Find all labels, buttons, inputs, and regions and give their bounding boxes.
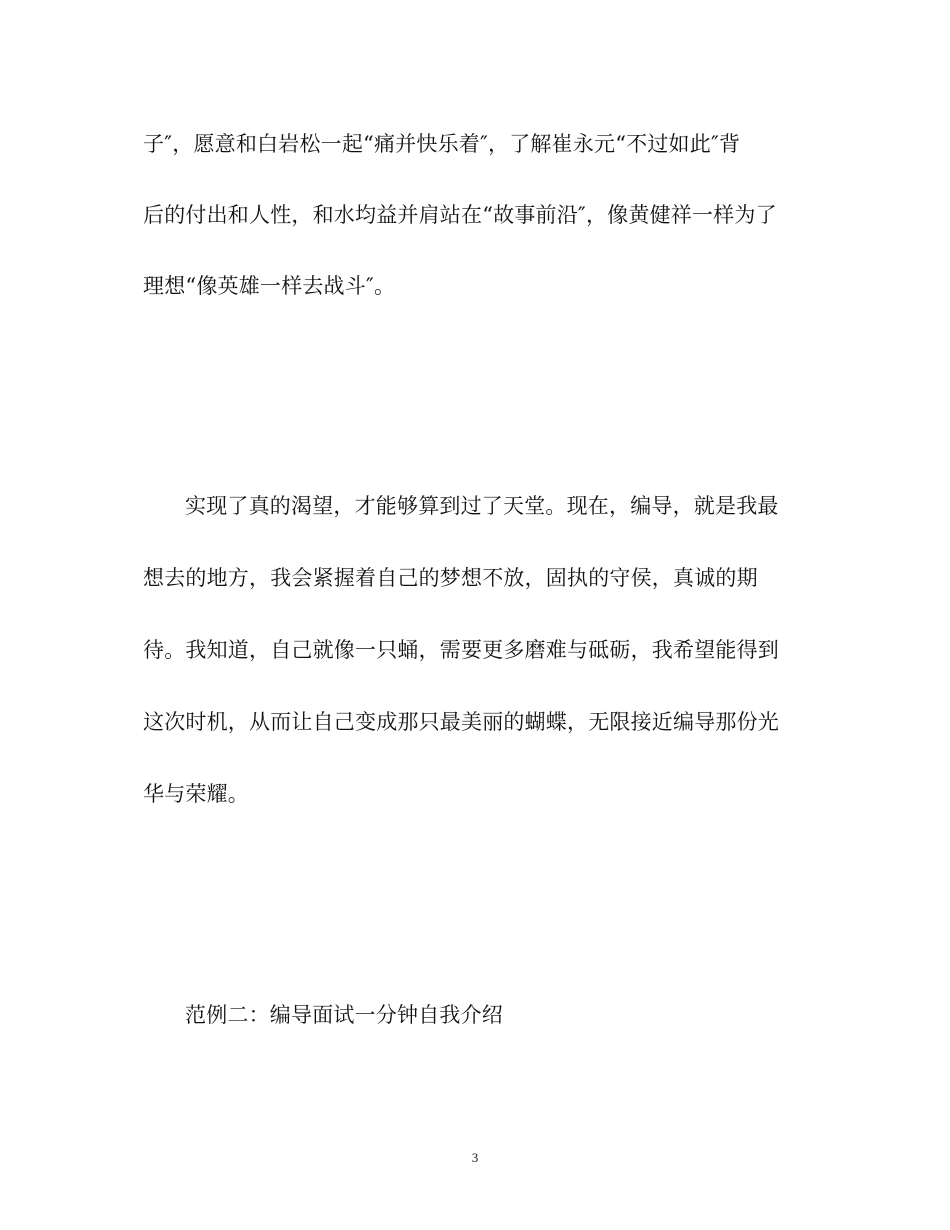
paragraph-2-line-3: 待。我知道，自己就像一只蛹，需要更多磨难与砥砺，我希望能得到: [143, 638, 779, 662]
paragraph-2-line-2: 想去的地方，我会紧握着自己的梦想不放，固执的守侯，真诚的期: [143, 566, 758, 590]
paragraph-2-line-4: 这次时机，从而让自己变成那只最美丽的蝴蝶，无限接近编导那份光: [143, 710, 779, 734]
paragraph-2-line-1: 实现了真的渴望，才能够算到过了天堂。现在，编导，就是我最: [185, 494, 779, 518]
paragraph-2-line-5: 华与荣耀。: [143, 782, 249, 806]
paragraph-1-line-1: 子″，愿意和白岩松一起“痛并快乐着″，了解崔永元“不过如此″背: [143, 132, 741, 156]
page-number: 3: [471, 1150, 479, 1165]
paragraph-1-line-2: 后的付出和人性，和水均益并肩站在“故事前沿″，像黄健祥一样为了: [143, 203, 777, 227]
section-heading: 范例二：编导面试一分钟自我介绍: [185, 1003, 503, 1027]
paragraph-1-line-3: 理想“像英雄一样去战斗″。: [143, 274, 396, 298]
